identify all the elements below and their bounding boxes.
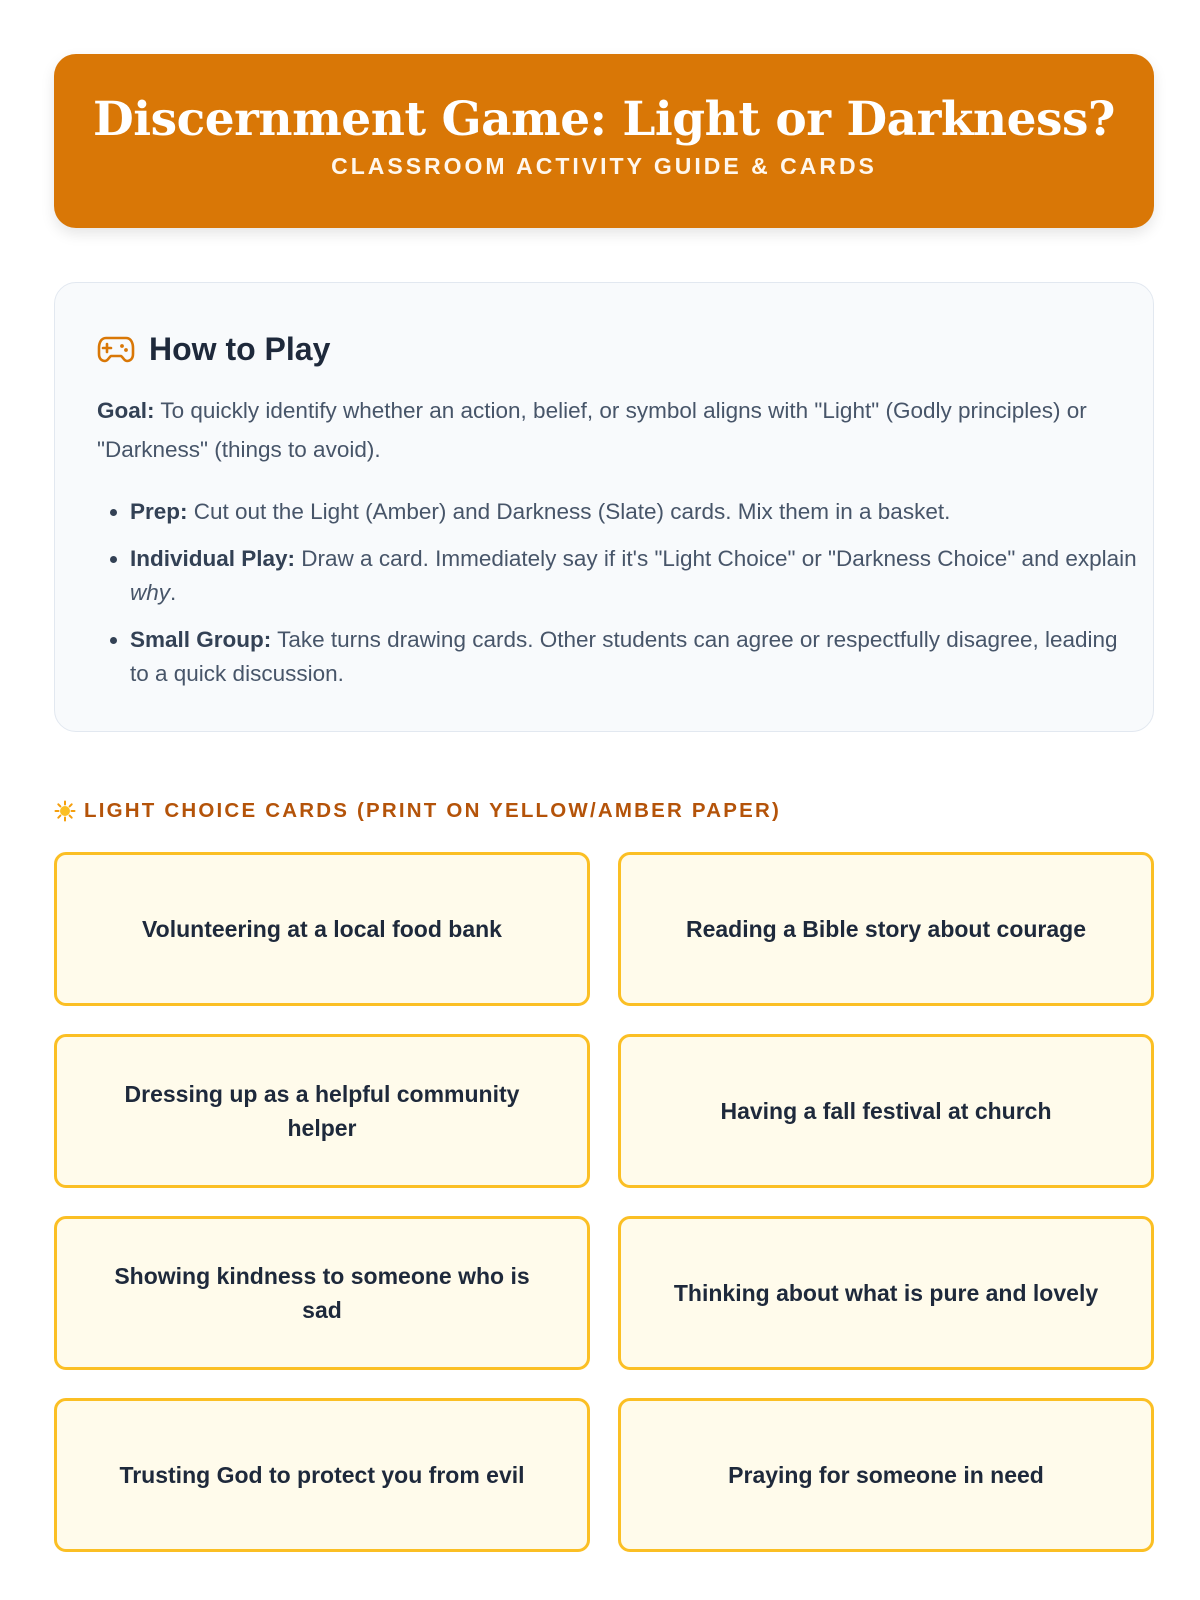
light-card[interactable] bbox=[618, 1216, 1154, 1370]
rule-trailing: . bbox=[170, 580, 177, 605]
rule-item-individual-play bbox=[130, 542, 1140, 610]
light-card[interactable] bbox=[54, 1398, 590, 1552]
light-card[interactable] bbox=[618, 852, 1154, 1006]
rule-label: Prep: bbox=[130, 499, 188, 524]
sun-icon bbox=[54, 800, 76, 822]
rule-text: Take turns drawing cards. Other students can agree or respectfully disagree, leading to a quick discussion. bbox=[130, 627, 1118, 686]
page-title: Discernment Game: Light or Darkness? bbox=[93, 92, 1115, 147]
light-card-text: Volunteering at a local food bank bbox=[142, 916, 502, 942]
rules-list bbox=[97, 495, 1140, 704]
page-header bbox=[54, 54, 1154, 228]
light-cards-grid bbox=[54, 852, 1154, 1552]
how-to-play-heading bbox=[97, 327, 330, 371]
gamepad-icon bbox=[97, 334, 135, 364]
light-card-text: Thinking about what is pure and lovely bbox=[673, 1280, 1099, 1306]
light-card-text: Having a fall festival at church bbox=[720, 1098, 1052, 1124]
how-to-play-panel bbox=[54, 282, 1154, 732]
goal-label: Goal: bbox=[97, 398, 155, 423]
rule-text: Cut out the Light (Amber) and Darkness (Slate) cards. Mix them in a basket. bbox=[187, 499, 951, 524]
rule-emphasis: why bbox=[130, 580, 171, 605]
light-card-text: Showing kindness to someone who is sad bbox=[114, 1263, 530, 1323]
light-card-text: Reading a Bible story about courage bbox=[685, 916, 1087, 942]
light-card[interactable] bbox=[54, 852, 590, 1006]
light-cards-section-heading bbox=[54, 796, 781, 826]
rule-label: Individual Play: bbox=[130, 546, 296, 571]
page-subtitle: CLASSROOM ACTIVITY GUIDE & CARDS bbox=[331, 153, 877, 179]
light-card-text: Dressing up as a helpful community helper bbox=[124, 1081, 520, 1141]
rule-label: Small Group: bbox=[130, 627, 272, 652]
rule-item-prep bbox=[130, 495, 1140, 529]
rule-text: Draw a card. Immediately say if it's "Light Choice" or "Darkness Choice" and explain bbox=[295, 546, 1137, 571]
goal-paragraph bbox=[97, 391, 1107, 469]
light-card[interactable] bbox=[618, 1034, 1154, 1188]
goal-text: To quickly identify whether an action, belief, or symbol aligns with "Light" (Godly principles) or "Darkness" (things to avoid). bbox=[97, 398, 1087, 462]
light-card-text: Praying for someone in need bbox=[728, 1462, 1044, 1488]
light-cards-section-label: LIGHT CHOICE CARDS (PRINT ON YELLOW/AMBER PAPER) bbox=[84, 799, 782, 822]
rule-item-small-group bbox=[130, 623, 1140, 691]
light-card[interactable] bbox=[54, 1034, 590, 1188]
light-card-text: Trusting God to protect you from evil bbox=[119, 1462, 525, 1488]
light-card[interactable] bbox=[54, 1216, 590, 1370]
light-card[interactable] bbox=[618, 1398, 1154, 1552]
how-to-play-title: How to Play bbox=[149, 330, 331, 367]
